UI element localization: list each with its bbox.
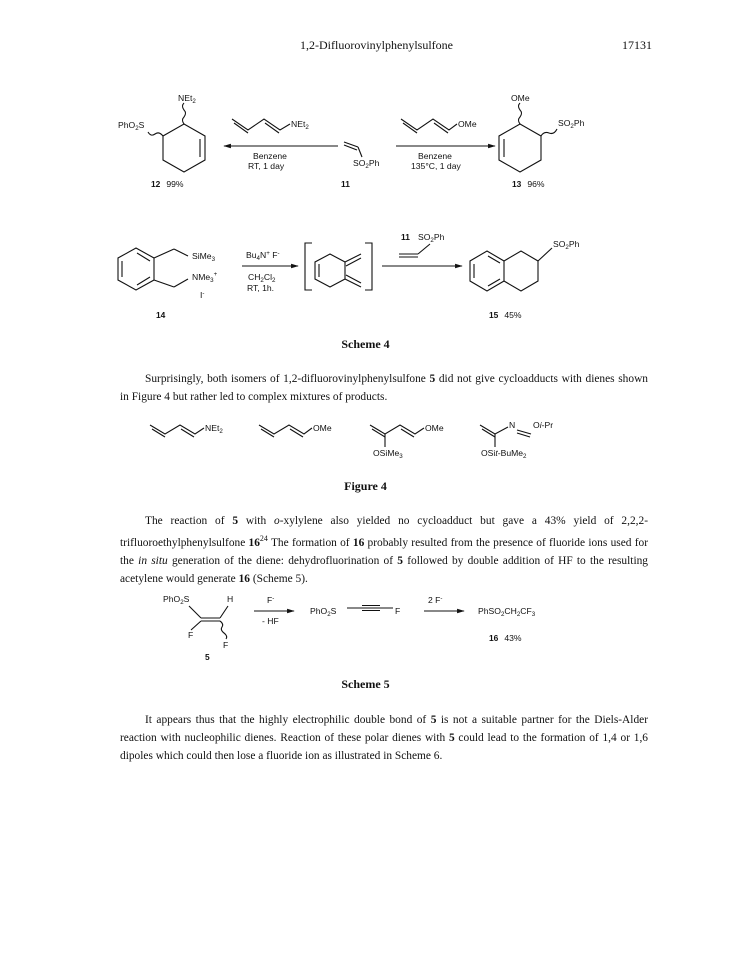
paragraph-2: The reaction of 5 with o-xylylene also yielded no cycloadduct but gave a 43% yield of 2,2,2-trifluoroethylphenylsulfone $16^{24}$ The formation of 16 probably resulted from the presence of fluoride ions used for the in situ generation of the diene: dehydrofluorination of 5 followed by double addition of HF to the resulting acetylene would generate 16 (Scheme 5). xyxy=(120,515,649,585)
compound-11-structure xyxy=(344,142,380,170)
svg-text:PhO2S: PhO$_2$S xyxy=(118,120,145,132)
left-condition-solvent: Benzene xyxy=(253,151,287,161)
compound-15-label: 15 xyxy=(489,310,499,320)
svg-text:OMe: OMe xyxy=(458,119,477,129)
diene-net2 xyxy=(232,119,309,133)
o-xylylene-intermediate xyxy=(305,243,372,290)
diene-ome xyxy=(401,119,477,133)
running-title: 1,2-Difluorovinylphenylsulfone xyxy=(300,38,453,52)
svg-text:CH2Cl2: $CH_2Cl_2$ xyxy=(248,272,276,284)
compound-13-structure xyxy=(499,93,585,172)
fluoroalkyne xyxy=(310,606,400,619)
svg-text:N: N xyxy=(509,420,516,430)
compound-12-sulfone-label: PhO xyxy=(118,120,136,130)
svg-text:H: H xyxy=(227,594,234,604)
svg-text:SO2Ph: $SO_2Ph$ xyxy=(353,158,380,170)
compound-13-yield: 96% xyxy=(527,179,545,189)
svg-text:1643% xyxy=(489,633,522,643)
compound-15-structure xyxy=(470,239,580,291)
figure4-diene-4 xyxy=(480,420,553,460)
svg-text:1545% xyxy=(489,310,522,320)
right-condition-time: 135°C, 1 day xyxy=(411,161,461,171)
compound-12-amine-label: NEt xyxy=(178,93,193,103)
compound-12-yield: 99% xyxy=(166,179,184,189)
svg-text:1396% xyxy=(512,179,545,189)
compound-15-yield: 45% xyxy=(504,310,522,320)
compound-16-formula: $PhSO_2CH_2CF_3$ xyxy=(478,606,536,618)
compound-16-label: 16 xyxy=(489,633,499,643)
svg-text:OSiMe3: OSiMe$_3$ xyxy=(373,448,403,460)
page-number: 17131 xyxy=(622,38,652,52)
svg-text:F: F xyxy=(395,606,401,616)
svg-text:PhO2S: PhO$_2$S xyxy=(163,594,190,606)
left-condition-time: RT, 1 day xyxy=(248,161,285,171)
figure4-diene-1 xyxy=(150,423,223,437)
compound-5-label: 5 xyxy=(205,652,210,662)
paragraph-3: It appears thus that the highly electrophilic double bond of 5 is not a suitable partner for the Diels-Alder reaction with nucleophilic dienes. Reaction of these polar dienes with 5 could lead to the formation of 1,4 or 1,6 dipoles which could then lose a fluoride ion as illustrated in Scheme 6. xyxy=(120,714,648,762)
svg-text:SO2Ph: $SO_2Ph$ xyxy=(553,239,580,251)
compound-16-yield: 43% xyxy=(504,633,522,643)
compound-14-label: 14 xyxy=(156,310,166,320)
svg-text:SO2Ph: $SO_2Ph$ xyxy=(558,118,585,130)
svg-text:OMe: OMe xyxy=(313,423,332,433)
svg-text:NEt2: NEt$_2$ xyxy=(205,423,223,435)
svg-text:PhO2S: PhO$_2$S xyxy=(310,606,337,618)
svg-text:OSit-BuMe2: OSit-BuMe$_2$ xyxy=(481,448,527,460)
scheme5-caption: Scheme 5 xyxy=(341,677,390,691)
scheme4-caption: Scheme 4 xyxy=(341,337,390,351)
compound-12-structure xyxy=(118,93,205,172)
svg-text:F-: F- xyxy=(267,595,275,605)
svg-text:OMe: OMe xyxy=(425,423,444,433)
right-condition-solvent: Benzene xyxy=(418,151,452,161)
svg-text:Oi-Pr: Oi-Pr xyxy=(533,420,554,430)
figure4-caption: Figure 4 xyxy=(344,479,387,493)
svg-text:Bu4N+ F-: $Bu_4N^+$ F- xyxy=(246,250,280,262)
svg-text:2 F-: 2 F- xyxy=(428,595,443,605)
svg-text:OMe: OMe xyxy=(511,93,530,103)
compound-12-label: 12 xyxy=(151,179,161,189)
svg-text:1299% xyxy=(151,179,184,189)
svg-text:NEt2: NEt$_2$ xyxy=(178,93,196,105)
svg-text:F: F xyxy=(223,640,229,650)
svg-text:SiMe3: SiMe$_3$ xyxy=(192,251,216,263)
compound-5-structure xyxy=(163,594,233,650)
paragraph-1: Surprisingly, both isomers of 1,2-difluorovinylphenylsulfone 5 did not give cycloadducts with dienes shown in Figure 4 but rather led to complex mixtures of products. xyxy=(120,373,648,403)
svg-text:RT, 1h.: RT, 1h. xyxy=(247,283,275,293)
compound-14-structure xyxy=(118,248,218,300)
svg-text:I-: I- xyxy=(200,290,205,300)
svg-text:NEt2: NEt$_2$ xyxy=(291,119,309,131)
dienophile-11-label: 11 xyxy=(401,232,410,242)
svg-text:- HF: - HF xyxy=(262,616,279,626)
svg-text:F: F xyxy=(188,630,194,640)
svg-text:NMe3+: NMe$_3$+ xyxy=(192,271,218,284)
figure4-diene-3 xyxy=(370,423,444,460)
compound-13-label: 13 xyxy=(512,179,522,189)
compound-11-label: 11 xyxy=(341,179,350,189)
svg-text:SO2Ph: $SO_2Ph$ xyxy=(418,232,445,244)
figure4-diene-2 xyxy=(259,423,332,437)
